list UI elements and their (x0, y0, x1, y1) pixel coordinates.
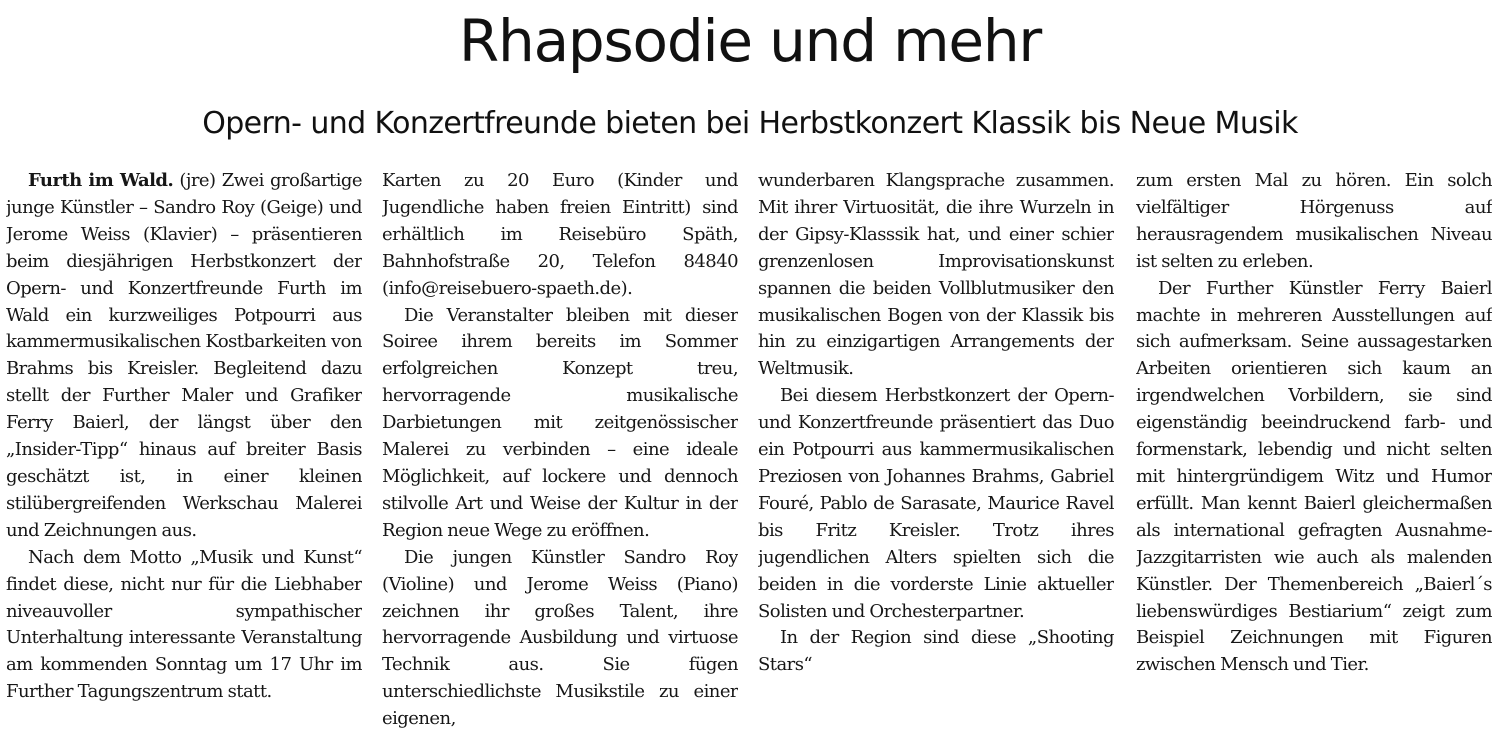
article-subheadline: Opern- und Konzertfreunde bieten bei Herbstkonzert Klassik bis Neue Musik (202, 106, 1298, 141)
article-column-3 (758, 168, 1114, 728)
article-column-1 (6, 168, 362, 728)
article-column-2 (382, 168, 738, 728)
paragraph-text: (jre) Zwei großartige junge Künstler – Sandro Roy (Geige) und Jerome Weiss (Klavier) – präsentieren beim diesjährigen Herbstkonzert der Opern- und Konzertfreunde Furth im Wald ein kurzweiliges Potpourri aus kammermusikalischen Kostbarkeiten von Brahms bis Kreisler. Begleitend dazu stellt der Further Maler und Grafiker Ferry Baierl, der längst über den „Insider-Tipp“ hinaus auf breiter Basis geschätzt ist, in einer kleinen stilübergreifenden Werkschau Malerei und Zeichnungen aus. (6, 170, 362, 541)
article-paragraph: Die jungen Künstler Sandro Roy (Violine) und Jerome Weiss (Piano) zeichnen ihr großes Talent, ihre hervorragende Ausbildung und virtuose Technik aus. Sie fügen unterschiedlichste Musikstile zu einer eigenen, (382, 546, 738, 728)
article-column-4 (1136, 168, 1492, 728)
article-paragraph: wunderbaren Klangsprache zusammen. Mit ihrer Virtuosität, die ihre Wurzeln in der Gipsy-Klasssik hat, und einer schier grenzenlosen Improvisationskunst spannen die beiden Vollblutmusiker den musikalischen Bogen von der Klassik bis hin zu einzigartigen Arrangements der Weltmusik. (758, 170, 1114, 380)
article-dateline: Furth im Wald. (28, 170, 174, 191)
article-headline: Rhapsodie und mehr (458, 7, 1042, 75)
article-paragraph: Karten zu 20 Euro (Kinder und Jugendliche haben freien Eintritt) sind erhältlich im Reisebüro Späth, Bahnhofstraße 20, Telefon 84840 (info@reisebuero-spaeth.de). (382, 170, 738, 299)
article-paragraph: Die Veranstalter bleiben mit dieser Soiree ihrem bereits im Sommer erfolgreichen Konzept treu, hervorragende musikalische Darbietungen mit zeitgenössischer Malerei zu verbinden – eine ideale Möglichkeit, auf lockere und dennoch stilvolle Art und Weise der Kultur in der Region neue Wege zu eröffnen. (382, 304, 738, 541)
article-paragraph: Bei diesem Herbstkonzert der Opern- und Konzertfreunde präsentiert das Duo ein Potpourri aus kammermusikalischen Preziosen von Johannes Brahms, Gabriel Fouré, Pablo de Sarasate, Maurice Ravel bis Fritz Kreisler. Trotz ihres jugendlichen Alters spielten sich die beiden in die vorderste Linie aktueller Solisten und Orchesterpartner. (758, 385, 1114, 622)
article-paragraph (6, 168, 362, 545)
article-paragraph: zum ersten Mal zu hören. Ein solch vielfältiger Hörgenuss auf herausragendem musikalischen Niveau ist selten zu erleben. (1136, 170, 1492, 272)
article-paragraph: In der Region sind diese „Shooting Stars“ (758, 627, 1114, 676)
article-paragraph: Der Further Künstler Ferry Baierl machte in mehreren Ausstellungen auf sich aufmerksam. Seine aussagestarken Arbeiten orientieren sich kaum an irgendwelchen Vorbildern, sie sind eigenständig beeindruckend farb- und formenstark, lebendig und nicht selten mit hintergründigem Witz und Humor erfüllt. Man kennt Baierl gleichermaßen als international gefragten Ausnahme-Jazzgitarristen wie auch als malenden Künstler. Der Themenbereich „Baierl´s liebenswürdiges Bestiarium“ zeigt zum Beispiel Zeichnungen mit Figuren zwischen Mensch und Tier. (1136, 277, 1492, 676)
article-paragraph: Nach dem Motto „Musik und Kunst“ findet diese, nicht nur für die Liebhaber niveauvoller sympathischer Unterhaltung interessante Veranstaltung am kommenden Sonntag um 17 Uhr im Further Tagungszentrum statt. (6, 546, 362, 703)
